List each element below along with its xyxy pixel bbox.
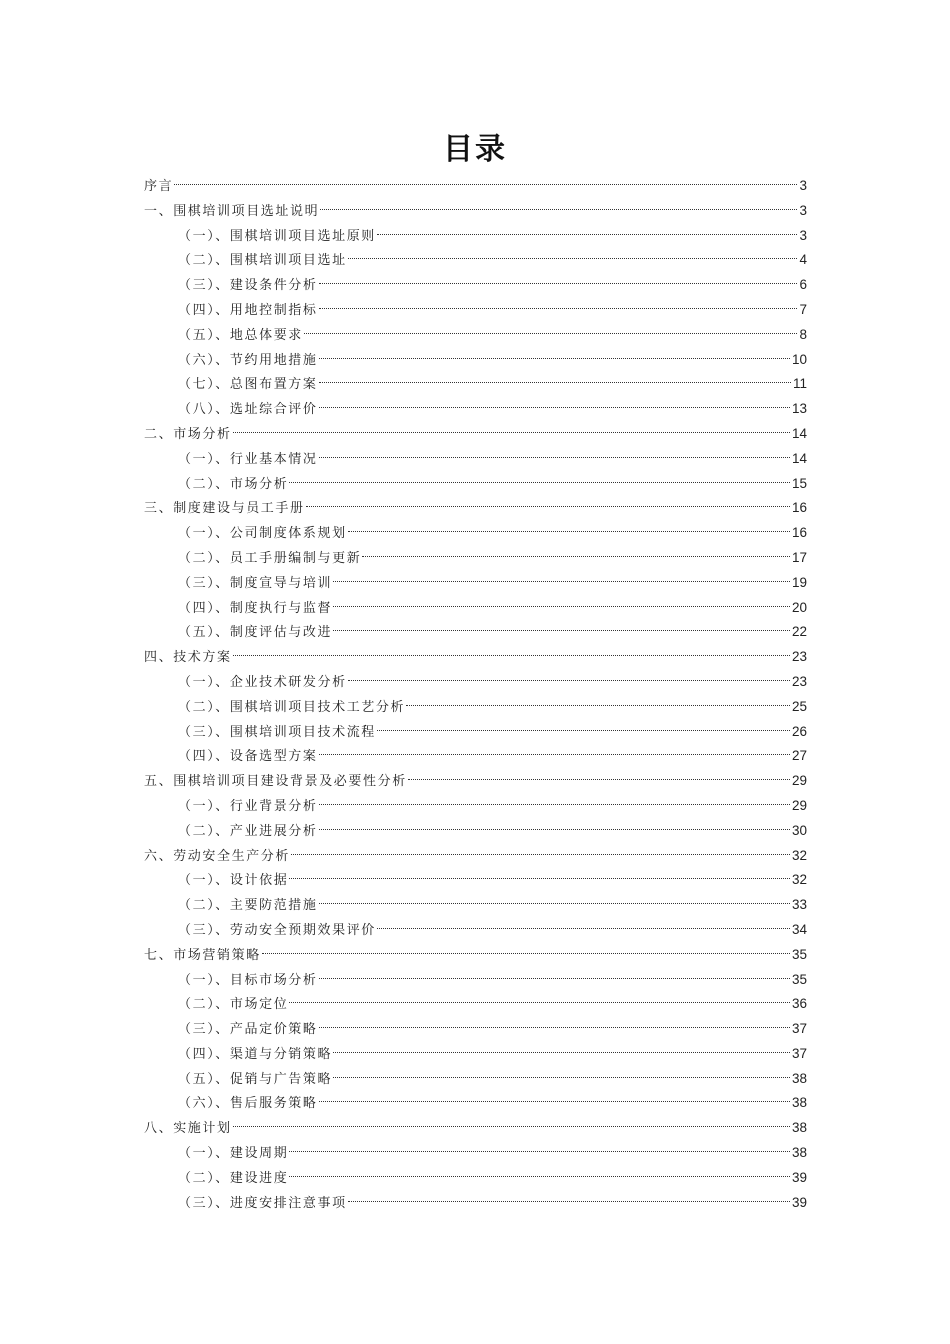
toc-entry-label: 二、市场分析 xyxy=(144,426,232,442)
toc-subentry[interactable] xyxy=(144,397,807,422)
toc-page-number: 29 xyxy=(791,773,807,789)
toc-dot-leader xyxy=(319,283,798,284)
toc-dot-leader xyxy=(377,234,798,235)
toc-entry-label: （四）、制度执行与监督 xyxy=(178,600,333,616)
toc-page-number: 38 xyxy=(791,1145,807,1161)
toc-page-number: 26 xyxy=(791,723,807,739)
toc-dot-leader xyxy=(319,804,790,805)
toc-page-number: 39 xyxy=(791,1194,807,1210)
toc-page-number: 16 xyxy=(791,525,807,541)
toc-entry-label: （一）、企业技术研发分析 xyxy=(178,674,347,690)
toc-dot-leader xyxy=(304,333,798,334)
toc-dot-leader xyxy=(377,928,790,929)
toc-dot-leader xyxy=(262,953,790,954)
toc-entry[interactable] xyxy=(144,199,807,224)
toc-dot-leader xyxy=(348,1201,790,1202)
toc-subentry[interactable] xyxy=(144,819,807,844)
toc-entry-label: （二）、围棋培训项目技术工艺分析 xyxy=(178,699,406,715)
toc-page-number: 37 xyxy=(791,1021,807,1037)
toc-entry[interactable] xyxy=(144,943,807,968)
toc-entry-label: （一）、建设周期 xyxy=(178,1146,289,1162)
toc-subentry[interactable] xyxy=(144,1091,807,1116)
toc-dot-leader xyxy=(319,829,790,830)
toc-dot-leader xyxy=(319,1101,790,1102)
toc-subentry[interactable] xyxy=(144,720,807,745)
toc-subentry[interactable] xyxy=(144,1067,807,1092)
toc-page-number: 14 xyxy=(791,425,807,441)
toc-dot-leader xyxy=(319,382,791,383)
toc-dot-leader xyxy=(320,209,797,210)
toc-entry-label: （三）、建设条件分析 xyxy=(178,278,318,294)
toc-page-number: 3 xyxy=(799,202,807,218)
toc-dot-leader xyxy=(233,655,790,656)
toc-entry[interactable] xyxy=(144,1116,807,1141)
toc-page-number: 6 xyxy=(799,277,807,293)
toc-dot-leader xyxy=(348,258,798,259)
toc-subentry[interactable] xyxy=(144,1141,807,1166)
toc-entry-label: （二）、员工手册编制与更新 xyxy=(178,550,362,566)
toc-entry-label: （四）、设备选型方案 xyxy=(178,749,318,765)
toc-page-number: 33 xyxy=(791,897,807,913)
toc-entry-label: （五）、促销与广告策略 xyxy=(178,1071,333,1087)
toc-page-number: 4 xyxy=(799,252,807,268)
toc-subentry[interactable] xyxy=(144,348,807,373)
toc-dot-leader xyxy=(348,531,790,532)
toc-entry[interactable] xyxy=(144,422,807,447)
toc-entry[interactable] xyxy=(144,645,807,670)
toc-dot-leader xyxy=(319,308,798,309)
toc-entry-label: 一、围棋培训项目选址说明 xyxy=(144,203,320,219)
toc-dot-leader xyxy=(319,903,790,904)
toc-entry[interactable] xyxy=(144,844,807,869)
toc-subentry[interactable] xyxy=(144,224,807,249)
toc-entry-label: （三）、产品定价策略 xyxy=(178,1022,318,1038)
toc-entry[interactable] xyxy=(144,496,807,521)
toc-subentry[interactable] xyxy=(144,868,807,893)
toc-page-number: 32 xyxy=(791,847,807,863)
toc-dot-leader xyxy=(319,358,790,359)
toc-entry-label: （四）、用地控制指标 xyxy=(178,302,318,318)
page-title: 目录 xyxy=(443,132,507,167)
toc-subentry[interactable] xyxy=(144,571,807,596)
toc-dot-leader xyxy=(362,556,790,557)
toc-page-number: 37 xyxy=(791,1045,807,1061)
toc-dot-leader xyxy=(406,705,790,706)
toc-entry-label: （一）、设计依据 xyxy=(178,873,289,889)
toc-page-number: 10 xyxy=(791,351,807,367)
toc-entry-label: （五）、制度评估与改进 xyxy=(178,625,333,641)
toc-entry-label: 七、市场营销策略 xyxy=(144,947,261,963)
toc-page-number: 38 xyxy=(791,1095,807,1111)
toc-dot-leader xyxy=(333,606,790,607)
toc-dot-leader xyxy=(319,407,790,408)
toc-entry-label: （三）、进度安排注意事项 xyxy=(178,1195,347,1211)
toc-page-number: 16 xyxy=(791,500,807,516)
toc-dot-leader xyxy=(289,1151,790,1152)
toc-subentry[interactable] xyxy=(144,893,807,918)
toc-dot-leader xyxy=(233,432,790,433)
toc-subentry[interactable] xyxy=(144,992,807,1017)
toc-entry-label: （一）、目标市场分析 xyxy=(178,972,318,988)
toc-entry-label: （三）、制度宣导与培训 xyxy=(178,575,333,591)
toc-subentry[interactable] xyxy=(144,1017,807,1042)
toc-subentry[interactable] xyxy=(144,744,807,769)
toc-dot-leader xyxy=(289,1176,790,1177)
toc-subentry[interactable] xyxy=(144,323,807,348)
toc-page-number: 39 xyxy=(791,1169,807,1185)
toc-page-number: 20 xyxy=(791,599,807,615)
toc-subentry[interactable] xyxy=(144,273,807,298)
toc-subentry[interactable] xyxy=(144,1042,807,1067)
toc-entry-label: （八）、选址综合评价 xyxy=(178,402,318,418)
toc-dot-leader xyxy=(289,482,790,483)
toc-entry-label: （二）、产业进展分析 xyxy=(178,823,318,839)
toc-entry-label: （一）、围棋培训项目选址原则 xyxy=(178,228,376,244)
toc-page-number: 30 xyxy=(791,822,807,838)
table-of-contents xyxy=(144,174,807,1215)
toc-dot-leader xyxy=(333,581,790,582)
toc-page-number: 34 xyxy=(791,921,807,937)
toc-entry-label: （二）、建设进度 xyxy=(178,1170,289,1186)
toc-subentry[interactable] xyxy=(144,298,807,323)
toc-subentry[interactable] xyxy=(144,968,807,993)
toc-dot-leader xyxy=(319,754,790,755)
toc-dot-leader xyxy=(333,1052,790,1053)
toc-subentry[interactable] xyxy=(144,546,807,571)
toc-entry-label: 六、劳动安全生产分析 xyxy=(144,848,291,864)
toc-page-number: 35 xyxy=(791,946,807,962)
toc-subentry[interactable] xyxy=(144,918,807,943)
toc-entry[interactable] xyxy=(144,769,807,794)
toc-entry-label: 八、实施计划 xyxy=(144,1121,232,1137)
toc-page-number: 7 xyxy=(799,301,807,317)
toc-page-number: 38 xyxy=(791,1070,807,1086)
toc-dot-leader xyxy=(319,457,790,458)
toc-entry-label: （六）、售后服务策略 xyxy=(178,1096,318,1112)
toc-page-number: 15 xyxy=(791,475,807,491)
toc-page-number: 17 xyxy=(791,549,807,565)
toc-entry-label: 五、围棋培训项目建设背景及必要性分析 xyxy=(144,774,407,790)
toc-subentry[interactable] xyxy=(144,620,807,645)
toc-page-number: 22 xyxy=(791,624,807,640)
toc-dot-leader xyxy=(408,779,790,780)
toc-page-number: 38 xyxy=(791,1120,807,1136)
toc-entry-label: （一）、行业基本情况 xyxy=(178,451,318,467)
toc-entry-label: （三）、劳动安全预期效果评价 xyxy=(178,922,376,938)
toc-subentry[interactable] xyxy=(144,472,807,497)
toc-entry-label: （一）、行业背景分析 xyxy=(178,798,318,814)
toc-entry-label: （六）、节约用地措施 xyxy=(178,352,318,368)
toc-subentry[interactable] xyxy=(144,521,807,546)
toc-entry-label: 四、技术方案 xyxy=(144,650,232,666)
toc-page-number: 23 xyxy=(791,673,807,689)
toc-page-number: 3 xyxy=(799,227,807,243)
toc-entry-label: （二）、主要防范措施 xyxy=(178,898,318,914)
toc-subentry[interactable] xyxy=(144,1191,807,1216)
toc-entry-label: 三、制度建设与员工手册 xyxy=(144,501,305,517)
toc-dot-leader xyxy=(319,978,790,979)
toc-dot-leader xyxy=(348,680,790,681)
toc-subentry[interactable] xyxy=(144,1166,807,1191)
toc-entry-label: （二）、围棋培训项目选址 xyxy=(178,253,347,269)
toc-dot-leader xyxy=(289,1002,790,1003)
toc-page-number: 3 xyxy=(799,178,807,193)
toc-dot-leader xyxy=(319,1027,790,1028)
toc-page-number: 11 xyxy=(792,376,807,392)
toc-dot-leader xyxy=(377,730,790,731)
toc-subentry[interactable] xyxy=(144,248,807,273)
toc-dot-leader xyxy=(174,184,797,185)
toc-page-number: 29 xyxy=(791,797,807,813)
toc-dot-leader xyxy=(333,630,790,631)
toc-page-number: 13 xyxy=(791,401,807,417)
toc-page-number: 19 xyxy=(791,574,807,590)
toc-page-number: 35 xyxy=(791,971,807,987)
toc-page-number: 23 xyxy=(791,649,807,665)
toc-page-number: 36 xyxy=(791,996,807,1012)
toc-page-number: 27 xyxy=(791,748,807,764)
toc-dot-leader xyxy=(291,854,790,855)
toc-subentry[interactable] xyxy=(144,596,807,621)
toc-dot-leader xyxy=(289,878,790,879)
toc-page-number: 32 xyxy=(791,872,807,888)
toc-entry-label: （二）、市场定位 xyxy=(178,997,289,1013)
toc-entry-label: （一）、公司制度体系规划 xyxy=(178,526,347,542)
toc-dot-leader xyxy=(333,1077,790,1078)
toc-page-number: 14 xyxy=(791,450,807,466)
toc-entry-label: （二）、市场分析 xyxy=(178,476,289,492)
toc-subentry[interactable] xyxy=(144,447,807,472)
toc-subentry[interactable] xyxy=(144,670,807,695)
toc-subentry[interactable] xyxy=(144,372,807,397)
toc-entry-label: （七）、总图布置方案 xyxy=(178,377,318,393)
toc-entry-label: （五）、地总体要求 xyxy=(178,327,303,343)
toc-entry[interactable] xyxy=(144,174,807,199)
toc-entry-label: （四）、渠道与分销策略 xyxy=(178,1046,333,1062)
toc-subentry[interactable] xyxy=(144,695,807,720)
toc-page-number: 25 xyxy=(791,698,807,714)
toc-entry-label: （三）、围棋培训项目技术流程 xyxy=(178,724,376,740)
toc-dot-leader xyxy=(233,1126,790,1127)
toc-dot-leader xyxy=(306,506,790,507)
toc-entry-label: 序言 xyxy=(144,179,174,194)
toc-subentry[interactable] xyxy=(144,794,807,819)
toc-page-number: 8 xyxy=(799,326,807,342)
